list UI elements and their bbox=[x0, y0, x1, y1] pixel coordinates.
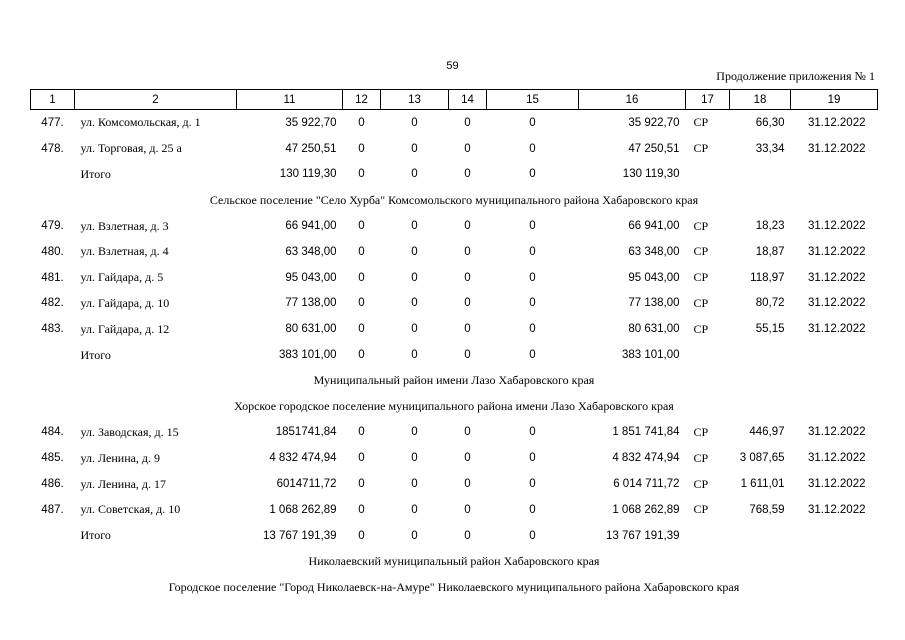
col-13-cell: 0 bbox=[411, 271, 418, 284]
total-col-14: 0 bbox=[464, 349, 471, 362]
col-18-cell: 66,30 bbox=[755, 116, 785, 129]
header-cell: 16 bbox=[579, 90, 686, 110]
row-number: 486. bbox=[41, 478, 64, 491]
col-18-cell: 1 611,01 bbox=[740, 478, 785, 491]
address-cell: ул. Торговая, д. 25 а bbox=[80, 141, 182, 156]
empty-cell bbox=[686, 162, 730, 188]
section-header-row bbox=[31, 394, 878, 420]
col-12-cell: 0 bbox=[358, 220, 365, 233]
col-13-cell: 0 bbox=[411, 426, 418, 439]
section-title: Николаевский муниципальный район Хабаровского края bbox=[308, 553, 600, 568]
section-header-row bbox=[31, 187, 878, 213]
row-number: 485. bbox=[41, 452, 64, 465]
col-16-cell: 1 068 262,89 bbox=[612, 503, 680, 516]
col-13-cell: 0 bbox=[411, 297, 418, 310]
address-cell: ул. Комсомольская, д. 1 bbox=[80, 115, 201, 130]
col-17-cell: СР bbox=[693, 295, 709, 310]
col-17-cell: СР bbox=[693, 244, 709, 259]
col-17-cell: СР bbox=[693, 141, 709, 156]
empty-cell bbox=[686, 523, 730, 549]
col-16-cell: 77 138,00 bbox=[628, 297, 680, 310]
section-title: Хорское городское поселение муниципального района имени Лазо Хабаровского края bbox=[234, 399, 674, 414]
date-cell: 31.12.2022 bbox=[807, 452, 866, 465]
total-col-12: 0 bbox=[358, 168, 365, 181]
col-17-cell: СР bbox=[693, 115, 709, 130]
total-row bbox=[31, 342, 878, 368]
col-11-cell: 95 043,00 bbox=[285, 271, 337, 284]
total-col-14: 0 bbox=[464, 529, 471, 542]
total-label: Итого bbox=[80, 166, 111, 181]
col-16-cell: 1 851 741,84 bbox=[612, 426, 680, 439]
col-11-cell: 77 138,00 bbox=[285, 297, 337, 310]
address-cell: ул. Взлетная, д. 3 bbox=[80, 218, 169, 233]
col-12-cell: 0 bbox=[358, 426, 365, 439]
table-row bbox=[31, 265, 878, 291]
col-18-cell: 55,15 bbox=[755, 323, 785, 336]
total-col-15: 0 bbox=[529, 349, 536, 362]
col-17-cell: СР bbox=[693, 476, 709, 491]
registry-table bbox=[30, 89, 878, 600]
row-number: 482. bbox=[41, 297, 64, 310]
empty-cell bbox=[791, 523, 878, 549]
col-14-cell: 0 bbox=[464, 323, 471, 336]
table-row bbox=[31, 471, 878, 497]
col-16-cell: 66 941,00 bbox=[628, 220, 680, 233]
col-15-cell: 0 bbox=[529, 271, 536, 284]
address-cell: ул. Гайдара, д. 5 bbox=[80, 270, 164, 285]
col-15-cell: 0 bbox=[529, 478, 536, 491]
col-15-cell: 0 bbox=[529, 426, 536, 439]
col-13-cell: 0 bbox=[411, 116, 418, 129]
col-11-cell: 35 922,70 bbox=[285, 116, 337, 129]
table-row bbox=[31, 497, 878, 523]
col-16-cell: 63 348,00 bbox=[628, 245, 680, 258]
date-cell: 31.12.2022 bbox=[807, 297, 866, 310]
col-14-cell: 0 bbox=[464, 503, 471, 516]
col-15-cell: 0 bbox=[529, 116, 536, 129]
empty-cell bbox=[791, 342, 878, 368]
address-cell: ул. Ленина, д. 9 bbox=[80, 450, 161, 465]
col-14-cell: 0 bbox=[464, 116, 471, 129]
total-col-13: 0 bbox=[411, 349, 418, 362]
col-13-cell: 0 bbox=[411, 220, 418, 233]
empty-cell bbox=[31, 162, 75, 188]
empty-cell bbox=[730, 523, 791, 549]
section-header-row bbox=[31, 549, 878, 575]
total-col-11: 13 767 191,39 bbox=[262, 529, 337, 542]
table-body bbox=[31, 110, 878, 601]
header-cell: 13 bbox=[381, 90, 449, 110]
col-12-cell: 0 bbox=[358, 452, 365, 465]
page-number: 59 bbox=[446, 60, 459, 72]
row-number: 477. bbox=[41, 116, 64, 129]
col-11-cell: 80 631,00 bbox=[285, 323, 337, 336]
total-col-13: 0 bbox=[411, 529, 418, 542]
col-15-cell: 0 bbox=[529, 220, 536, 233]
total-col-11: 383 101,00 bbox=[278, 349, 337, 362]
col-18-cell: 446,97 bbox=[749, 426, 785, 439]
date-cell: 31.12.2022 bbox=[807, 271, 866, 284]
total-row bbox=[31, 162, 878, 188]
col-14-cell: 0 bbox=[464, 142, 471, 155]
total-col-12: 0 bbox=[358, 349, 365, 362]
table-row bbox=[31, 420, 878, 446]
col-11-cell: 66 941,00 bbox=[285, 220, 337, 233]
col-18-cell: 18,87 bbox=[755, 245, 785, 258]
col-12-cell: 0 bbox=[358, 478, 365, 491]
col-15-cell: 0 bbox=[529, 245, 536, 258]
row-number: 479. bbox=[41, 220, 64, 233]
col-18-cell: 80,72 bbox=[755, 297, 785, 310]
empty-cell bbox=[730, 162, 791, 188]
col-18-cell: 33,34 bbox=[755, 142, 785, 155]
table-row bbox=[31, 136, 878, 162]
header-cell: 2 bbox=[75, 90, 237, 110]
total-col-16: 383 101,00 bbox=[621, 349, 680, 362]
total-col-15: 0 bbox=[529, 529, 536, 542]
total-col-15: 0 bbox=[529, 168, 536, 181]
row-number: 483. bbox=[41, 323, 64, 336]
section-header-row bbox=[31, 368, 878, 394]
col-17-cell: СР bbox=[693, 321, 709, 336]
col-14-cell: 0 bbox=[464, 452, 471, 465]
col-18-cell: 3 087,65 bbox=[739, 452, 785, 465]
address-cell: ул. Советская, д. 10 bbox=[80, 502, 181, 517]
col-17-cell: СР bbox=[693, 424, 709, 439]
col-16-cell: 95 043,00 bbox=[628, 271, 680, 284]
col-14-cell: 0 bbox=[464, 478, 471, 491]
col-13-cell: 0 bbox=[411, 478, 418, 491]
col-11-cell: 1 068 262,89 bbox=[269, 503, 337, 516]
date-cell: 31.12.2022 bbox=[807, 503, 866, 516]
col-14-cell: 0 bbox=[464, 220, 471, 233]
col-11-cell: 47 250,51 bbox=[285, 142, 337, 155]
table-row bbox=[31, 110, 878, 136]
header-row bbox=[31, 90, 878, 110]
empty-cell bbox=[31, 523, 75, 549]
row-number: 481. bbox=[41, 271, 64, 284]
col-14-cell: 0 bbox=[464, 271, 471, 284]
header-cell: 14 bbox=[449, 90, 487, 110]
address-cell: ул. Заводская, д. 15 bbox=[80, 424, 179, 439]
col-12-cell: 0 bbox=[358, 503, 365, 516]
total-col-16: 13 767 191,39 bbox=[605, 529, 680, 542]
col-15-cell: 0 bbox=[529, 323, 536, 336]
total-col-16: 130 119,30 bbox=[622, 168, 680, 181]
col-11-cell: 63 348,00 bbox=[285, 245, 337, 258]
date-cell: 31.12.2022 bbox=[807, 323, 866, 336]
date-cell: 31.12.2022 bbox=[807, 478, 866, 491]
col-13-cell: 0 bbox=[411, 452, 418, 465]
col-18-cell: 768,59 bbox=[749, 503, 785, 516]
address-cell: ул. Гайдара, д. 12 bbox=[80, 321, 170, 336]
col-15-cell: 0 bbox=[529, 452, 536, 465]
row-number: 478. bbox=[41, 142, 64, 155]
col-13-cell: 0 bbox=[411, 323, 418, 336]
col-17-cell: СР bbox=[693, 450, 709, 465]
continuation-note: Продолжение приложения № 1 bbox=[716, 69, 875, 83]
col-17-cell: СР bbox=[693, 502, 709, 517]
col-18-cell: 118,97 bbox=[750, 271, 785, 284]
col-17-cell: СР bbox=[693, 270, 709, 285]
col-11-cell: 4 832 474,94 bbox=[269, 452, 337, 465]
col-12-cell: 0 bbox=[358, 142, 365, 155]
section-title: Сельское поселение "Село Хурба" Комсомольского муниципального района Хабаровского края bbox=[209, 192, 699, 207]
header-cell: 15 bbox=[487, 90, 579, 110]
col-12-cell: 0 bbox=[358, 271, 365, 284]
date-cell: 31.12.2022 bbox=[807, 220, 866, 233]
col-12-cell: 0 bbox=[358, 245, 365, 258]
section-header-row bbox=[31, 574, 878, 600]
table-row bbox=[31, 445, 878, 471]
total-col-12: 0 bbox=[358, 529, 365, 542]
empty-cell bbox=[791, 162, 878, 188]
address-cell: ул. Ленина, д. 17 bbox=[80, 476, 167, 491]
col-12-cell: 0 bbox=[358, 297, 365, 310]
row-number: 480. bbox=[41, 245, 64, 258]
row-number: 487. bbox=[41, 503, 64, 516]
table-row bbox=[31, 213, 878, 239]
empty-cell bbox=[730, 342, 791, 368]
total-row bbox=[31, 523, 878, 549]
address-cell: ул. Гайдара, д. 10 bbox=[80, 295, 170, 310]
col-15-cell: 0 bbox=[529, 142, 536, 155]
col-16-cell: 47 250,51 bbox=[628, 142, 680, 155]
header-cell: 11 bbox=[237, 90, 343, 110]
col-16-cell: 6 014 711,72 bbox=[613, 478, 680, 491]
table-row bbox=[31, 316, 878, 342]
header-cell: 1 bbox=[31, 90, 75, 110]
section-title: Муниципальный район имени Лазо Хабаровского края bbox=[313, 373, 595, 388]
col-13-cell: 0 bbox=[411, 142, 418, 155]
header-cell: 17 bbox=[686, 90, 730, 110]
col-16-cell: 4 832 474,94 bbox=[612, 452, 680, 465]
section-title: Городское поселение "Город Николаевск-на-Амуре" Николаевского муниципального района Хабаровского края bbox=[168, 579, 740, 594]
col-13-cell: 0 bbox=[411, 503, 418, 516]
header-cell: 19 bbox=[791, 90, 878, 110]
date-cell: 31.12.2022 bbox=[807, 142, 866, 155]
col-14-cell: 0 bbox=[464, 245, 471, 258]
col-15-cell: 0 bbox=[529, 297, 536, 310]
empty-cell bbox=[686, 342, 730, 368]
col-11-cell: 6014711,72 bbox=[276, 478, 337, 491]
col-12-cell: 0 bbox=[358, 323, 365, 336]
date-cell: 31.12.2022 bbox=[807, 245, 866, 258]
date-cell: 31.12.2022 bbox=[807, 116, 866, 129]
total-col-11: 130 119,30 bbox=[279, 168, 337, 181]
total-label: Итого bbox=[80, 347, 111, 362]
table-row bbox=[31, 239, 878, 265]
col-11-cell: 1851741,84 bbox=[275, 426, 337, 439]
col-16-cell: 35 922,70 bbox=[628, 116, 680, 129]
address-cell: ул. Взлетная, д. 4 bbox=[80, 244, 169, 259]
col-18-cell: 18,23 bbox=[755, 220, 785, 233]
total-col-14: 0 bbox=[464, 168, 471, 181]
col-12-cell: 0 bbox=[358, 116, 365, 129]
total-col-13: 0 bbox=[411, 168, 418, 181]
col-15-cell: 0 bbox=[529, 503, 536, 516]
col-14-cell: 0 bbox=[464, 297, 471, 310]
empty-cell bbox=[31, 342, 75, 368]
date-cell: 31.12.2022 bbox=[807, 426, 866, 439]
row-number: 484. bbox=[41, 426, 64, 439]
col-13-cell: 0 bbox=[411, 245, 418, 258]
col-14-cell: 0 bbox=[464, 426, 471, 439]
header-cell: 12 bbox=[343, 90, 381, 110]
total-label: Итого bbox=[80, 528, 111, 543]
header-cell: 18 bbox=[730, 90, 791, 110]
col-17-cell: СР bbox=[693, 218, 709, 233]
table-row bbox=[31, 291, 878, 317]
col-16-cell: 80 631,00 bbox=[628, 323, 680, 336]
